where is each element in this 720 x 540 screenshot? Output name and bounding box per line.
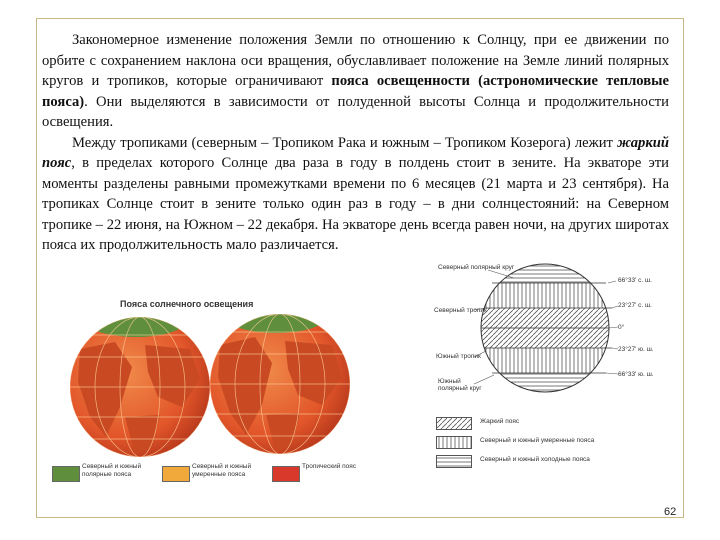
paragraph-2: [42, 133, 669, 256]
legend-temperate-swatch: [436, 436, 472, 449]
legend-temperate-zone-label: Северный и южный умеренные пояса: [480, 437, 595, 444]
legend-hot-swatch: [436, 417, 472, 430]
body-text: [42, 30, 669, 256]
frame-top-line: [36, 18, 684, 19]
legend-temperate-swatch: [162, 466, 190, 482]
legend-temperate-label: Северный и южный умеренные пояса: [192, 463, 252, 478]
label-lat-23s: 23°27' ю. ш.: [618, 346, 654, 353]
label-lat-0: 0°: [618, 324, 625, 331]
legend-temperate-zone: [436, 434, 661, 450]
frame-right-line: [683, 18, 684, 518]
frame-left-line: [36, 18, 37, 518]
thermal-zones-diagram: [428, 260, 668, 480]
legend-hot-label: Жаркий пояс: [480, 418, 520, 425]
p2-text-b: , в пределах которого Солнце два раза в году в полдень стоит в зените. На экваторе эти моменты разделены равными промежутками времени по 6 месяцев (21 марта и 23 сентября). На тропиках Солнце стоит в зените только один раз в году – в дни солнцестояний: на Северном тропике – 22 июня, на Южном – 22 декабря. На экваторе день всегда равен ночи, на других широтах пояса их продолжительность мало различается.: [42, 155, 669, 253]
label-north-tropic: Северный тропик: [434, 307, 487, 314]
legend-polar: [52, 463, 162, 485]
globes-illustration: [40, 287, 380, 487]
legend-cold-swatch: [436, 455, 472, 468]
legend-polar-label: Северный и южный полярные пояса: [82, 463, 142, 478]
legend-cold-zone: [436, 453, 661, 469]
legend-cold-label: Северный и южный холодные пояса: [480, 456, 590, 463]
label-south-circle: [438, 378, 482, 392]
figure-title: Пояса солнечного освещения: [120, 299, 254, 309]
legend-tropical-label: Тропический пояс: [302, 463, 357, 470]
frame-bottom-line: [36, 517, 684, 518]
label-north-circle: Северный полярный круг: [438, 264, 515, 271]
label-lat-23n: 23°27' с. ш.: [618, 302, 652, 309]
label-lat-66s: 66°33' ю. ш.: [618, 371, 654, 378]
legend-tropical-swatch: [272, 466, 300, 482]
paragraph-1: [42, 30, 669, 133]
label-south-circle-line2: полярный круг: [438, 385, 482, 392]
legend-polar-swatch: [52, 466, 80, 482]
page-number: 62: [664, 506, 677, 518]
legend-temperate: [162, 463, 272, 485]
p2-emphasis-term: жаркий пояс: [42, 134, 669, 171]
label-south-circle-line1: Южный: [438, 378, 461, 385]
label-south-tropic: Южный тропик: [436, 353, 481, 360]
legend-hot-zone: [436, 415, 661, 431]
label-lat-66n: 66°33' с. ш.: [618, 277, 652, 284]
p1-text-b: . Они выделяются в зависимости от полуденной высоты Солнца и продолжительности освещения.: [42, 93, 669, 130]
globe-left: [70, 305, 210, 457]
illumination-zones-figure: [40, 287, 380, 487]
p1-bold-term: пояса освещенности (астрономические тепловые пояса): [42, 73, 669, 110]
globe-right: [210, 301, 350, 454]
p1-text-a: Закономерное изменение положения Земли по отношению к Солнцу, при ее движении по орбите с сохранением наклона оси вращения, обуславливает положение на Земле линий полярных кругов и тропиков, которые ограничивают: [42, 32, 669, 89]
p2-text-a: Между тропиками (северным – Тропиком Рака и южным – Тропиком Козерога) лежит: [72, 134, 618, 151]
legend-tropical: [272, 463, 382, 485]
